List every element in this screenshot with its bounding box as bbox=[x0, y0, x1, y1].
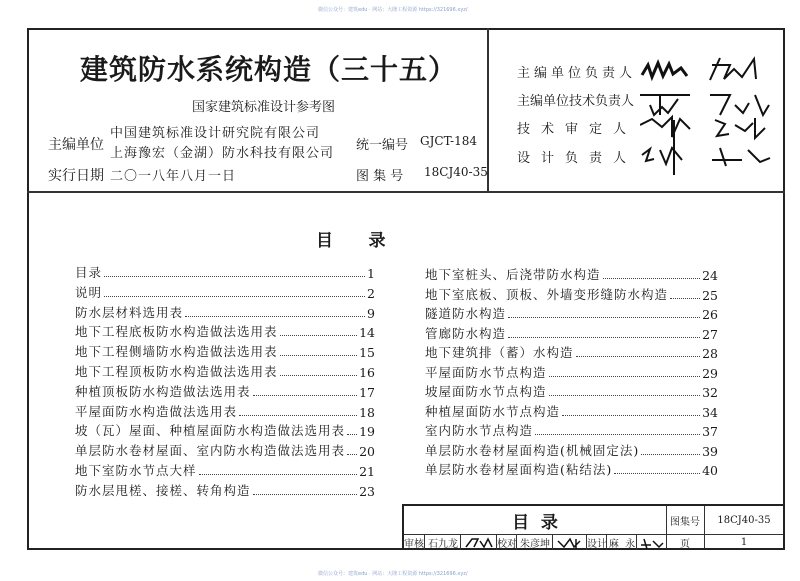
toc-entry[interactable] bbox=[425, 460, 718, 478]
toc-leader-dots bbox=[549, 395, 701, 396]
toc-entry-label: 管廊防水构造 bbox=[425, 325, 507, 341]
toc-entry[interactable] bbox=[425, 304, 718, 322]
toc-leader-dots bbox=[239, 415, 357, 416]
toc-entry[interactable] bbox=[425, 285, 718, 303]
toc-leader-dots bbox=[641, 454, 700, 455]
toc-entry-label: 单层防水卷材屋面、室内防水构造做法选用表 bbox=[75, 443, 346, 459]
toc-entry[interactable] bbox=[425, 343, 718, 361]
toc-entry-page: 37 bbox=[702, 424, 718, 439]
toc-entry-page: 17 bbox=[359, 384, 375, 400]
page-label: 页 bbox=[680, 539, 690, 550]
toc-entry[interactable] bbox=[425, 265, 718, 283]
signature-4b bbox=[712, 148, 770, 166]
review-signature bbox=[460, 535, 497, 550]
toc-entry-label: 种植屋面防水节点构造 bbox=[425, 403, 561, 419]
toc-entry[interactable] bbox=[75, 382, 375, 400]
effective-date: 二〇一八年八月一日 bbox=[110, 169, 237, 184]
toc-leader-dots bbox=[614, 473, 700, 474]
toc-entry-page: 15 bbox=[359, 345, 375, 361]
toc-entry[interactable] bbox=[75, 303, 375, 321]
toc-entry[interactable] bbox=[75, 481, 375, 499]
design-label: 设计 bbox=[586, 535, 607, 550]
toc-entry-page: 1 bbox=[367, 266, 375, 281]
toc-entry-label: 地下工程顶板防水构造做法选用表 bbox=[75, 364, 278, 379]
effective-date-label: 实行日期 bbox=[48, 168, 104, 184]
atlas-label: 图集号 bbox=[670, 516, 700, 528]
signature-3a bbox=[640, 117, 690, 175]
toc-entry-label: 说明 bbox=[75, 284, 103, 300]
role-technical-approver: 技术审定人 bbox=[517, 122, 638, 137]
toc-entry-page: 2 bbox=[367, 285, 375, 301]
atlas-subtitle: 国家建筑标准设计参考图 bbox=[192, 100, 336, 115]
toc-entry-page: 25 bbox=[702, 287, 718, 303]
toc-entry-page: 40 bbox=[702, 463, 718, 478]
signature-1b bbox=[710, 58, 756, 80]
signatures bbox=[640, 50, 780, 180]
toc-entry-page: 28 bbox=[702, 346, 718, 361]
toc-entry-label: 平屋面防水构造做法选用表 bbox=[75, 403, 238, 419]
atlas-number-label: 图 集 号 bbox=[356, 169, 404, 184]
toc-entry-page: 18 bbox=[359, 404, 375, 420]
toc-leader-dots bbox=[280, 375, 358, 376]
toc-entry-label: 地下建筑排（蓄）水构造 bbox=[425, 345, 574, 360]
toc-entry[interactable] bbox=[425, 324, 718, 342]
atlas-value: 18CJ40-35 bbox=[717, 514, 771, 526]
toc-entry-label: 单层防水卷材屋面构造(粘结法) bbox=[425, 462, 613, 477]
toc-entry-label: 地下室底板、顶板、外墙变形缝防水构造 bbox=[425, 286, 669, 302]
toc-entry-label: 平屋面防水节点构造 bbox=[425, 364, 547, 380]
toc-entry-label: 目录 bbox=[75, 265, 103, 280]
toc-entry-page: 27 bbox=[702, 326, 718, 342]
watermark-top: 微信公众号：建筑edu · 网站：大隆工程资源 https://321696.xyz/ bbox=[318, 7, 468, 13]
toc-leader-dots bbox=[280, 335, 358, 336]
signature-2a bbox=[640, 95, 690, 115]
toc-leader-dots bbox=[280, 355, 358, 356]
toc-entry-label: 防水层材料选用表 bbox=[75, 304, 184, 320]
toc-entry-page: 9 bbox=[367, 305, 375, 321]
toc-entry-label: 防水层甩槎、接槎、转角构造 bbox=[75, 482, 251, 498]
toc-entry[interactable] bbox=[75, 421, 375, 439]
toc-heading: 目 录 bbox=[316, 231, 386, 251]
toc-entry[interactable] bbox=[425, 402, 718, 420]
toc-leader-dots bbox=[508, 337, 700, 338]
toc-leader-dots bbox=[562, 415, 700, 416]
toc-entry-label: 地下室桩头、后浇带防水构造 bbox=[425, 267, 601, 282]
toc-leader-dots bbox=[253, 494, 358, 495]
check-label: 校对 bbox=[496, 535, 517, 550]
toc-leader-dots bbox=[576, 356, 701, 357]
check-name: 朱彦坤 bbox=[516, 535, 553, 550]
design-name: 麻 永 bbox=[606, 535, 637, 550]
toc-leader-dots bbox=[104, 296, 365, 297]
review-label: 审核 bbox=[404, 539, 424, 550]
toc-entry-label: 地下工程底板防水构造做法选用表 bbox=[75, 324, 278, 340]
toc-entry-page: 19 bbox=[359, 424, 375, 440]
editor-unit-1: 中国建筑标准设计研究院有限公司 bbox=[110, 126, 321, 141]
toc-entry-label: 地下室防水节点大样 bbox=[75, 463, 197, 478]
toc-entry-page: 20 bbox=[359, 444, 375, 460]
toc-entry[interactable] bbox=[425, 363, 718, 381]
toc-leader-dots bbox=[670, 298, 700, 299]
review-name: 石九龙 bbox=[424, 535, 461, 550]
toc-entry-page: 23 bbox=[359, 483, 375, 499]
toc-leader-dots bbox=[253, 395, 358, 396]
toc-entry-label: 坡（瓦）屋面、种植屋面防水构造做法选用表 bbox=[75, 423, 346, 439]
header-divider bbox=[27, 191, 785, 193]
check-signature bbox=[552, 535, 587, 550]
toc-entry-page: 16 bbox=[359, 365, 375, 380]
signature-3b bbox=[715, 118, 765, 138]
toc-entry-page: 26 bbox=[702, 307, 718, 322]
signature-4a bbox=[642, 148, 682, 164]
toc-entry[interactable] bbox=[75, 461, 375, 479]
toc-leader-dots bbox=[347, 454, 357, 455]
toc-entry[interactable] bbox=[75, 362, 375, 380]
toc-entry[interactable] bbox=[425, 382, 718, 400]
toc-entry[interactable] bbox=[425, 421, 718, 439]
watermark-bottom: 微信公众号：建筑edu · 网站：大隆工程资源 https://321696.xyz/ bbox=[318, 571, 468, 577]
toc-leader-dots bbox=[347, 434, 357, 435]
sheet-title: 目 录 bbox=[512, 512, 558, 533]
toc-entry[interactable] bbox=[75, 402, 375, 420]
page-value: 1 bbox=[740, 537, 748, 548]
signature-1a bbox=[642, 63, 687, 77]
toc-leader-dots bbox=[104, 276, 365, 277]
unified-number-label: 统一编号 bbox=[356, 138, 409, 153]
title-block bbox=[402, 504, 785, 550]
toc-entry-page: 39 bbox=[702, 443, 718, 459]
atlas-title: 建筑防水系统构造（三十五） bbox=[80, 53, 458, 86]
toc-entry[interactable] bbox=[75, 283, 375, 301]
toc-leader-dots bbox=[535, 434, 700, 435]
toc-entry[interactable] bbox=[425, 441, 718, 459]
toc-leader-dots bbox=[185, 316, 365, 317]
toc-entry[interactable] bbox=[75, 441, 375, 459]
toc-entry-label: 坡屋面防水节点构造 bbox=[425, 384, 547, 399]
toc-entry-label: 地下工程侧墙防水构造做法选用表 bbox=[75, 344, 278, 360]
toc-entry-page: 34 bbox=[702, 404, 718, 420]
toc-entry-page: 14 bbox=[359, 325, 375, 341]
toc-entry[interactable] bbox=[75, 322, 375, 340]
toc-entry[interactable] bbox=[75, 263, 375, 281]
toc-entry-label: 种植顶板防水构造做法选用表 bbox=[75, 383, 251, 399]
toc-entry-page: 24 bbox=[702, 268, 718, 283]
design-signature bbox=[636, 535, 667, 550]
toc-entry-page: 32 bbox=[702, 385, 718, 400]
editor-unit-label: 主编单位 bbox=[48, 137, 104, 153]
toc-entry-label: 单层防水卷材屋面构造(机械固定法) bbox=[425, 442, 640, 458]
toc-leader-dots bbox=[603, 278, 701, 279]
toc-entry-label: 室内防水节点构造 bbox=[425, 423, 534, 438]
unified-number: GJCT-184 bbox=[420, 134, 477, 148]
signature-2b bbox=[710, 95, 769, 115]
role-chief-technical: 主编单位技术负责人 bbox=[517, 94, 635, 109]
role-design-lead: 设计负责人 bbox=[517, 151, 638, 166]
toc-leader-dots bbox=[549, 376, 701, 377]
toc-leader-dots bbox=[199, 474, 358, 475]
editor-unit-2: 上海豫宏（金湖）防水科技有限公司 bbox=[110, 146, 335, 161]
role-chief-unit: 主编单位负责人 bbox=[517, 66, 637, 81]
atlas-number: 18CJ40-35 bbox=[424, 165, 488, 179]
toc-entry-label: 隧道防水构造 bbox=[425, 306, 507, 321]
toc-entry-page: 29 bbox=[702, 365, 718, 381]
toc-entry[interactable] bbox=[75, 342, 375, 360]
toc-leader-dots bbox=[508, 317, 700, 318]
toc-entry-page: 21 bbox=[359, 464, 375, 479]
